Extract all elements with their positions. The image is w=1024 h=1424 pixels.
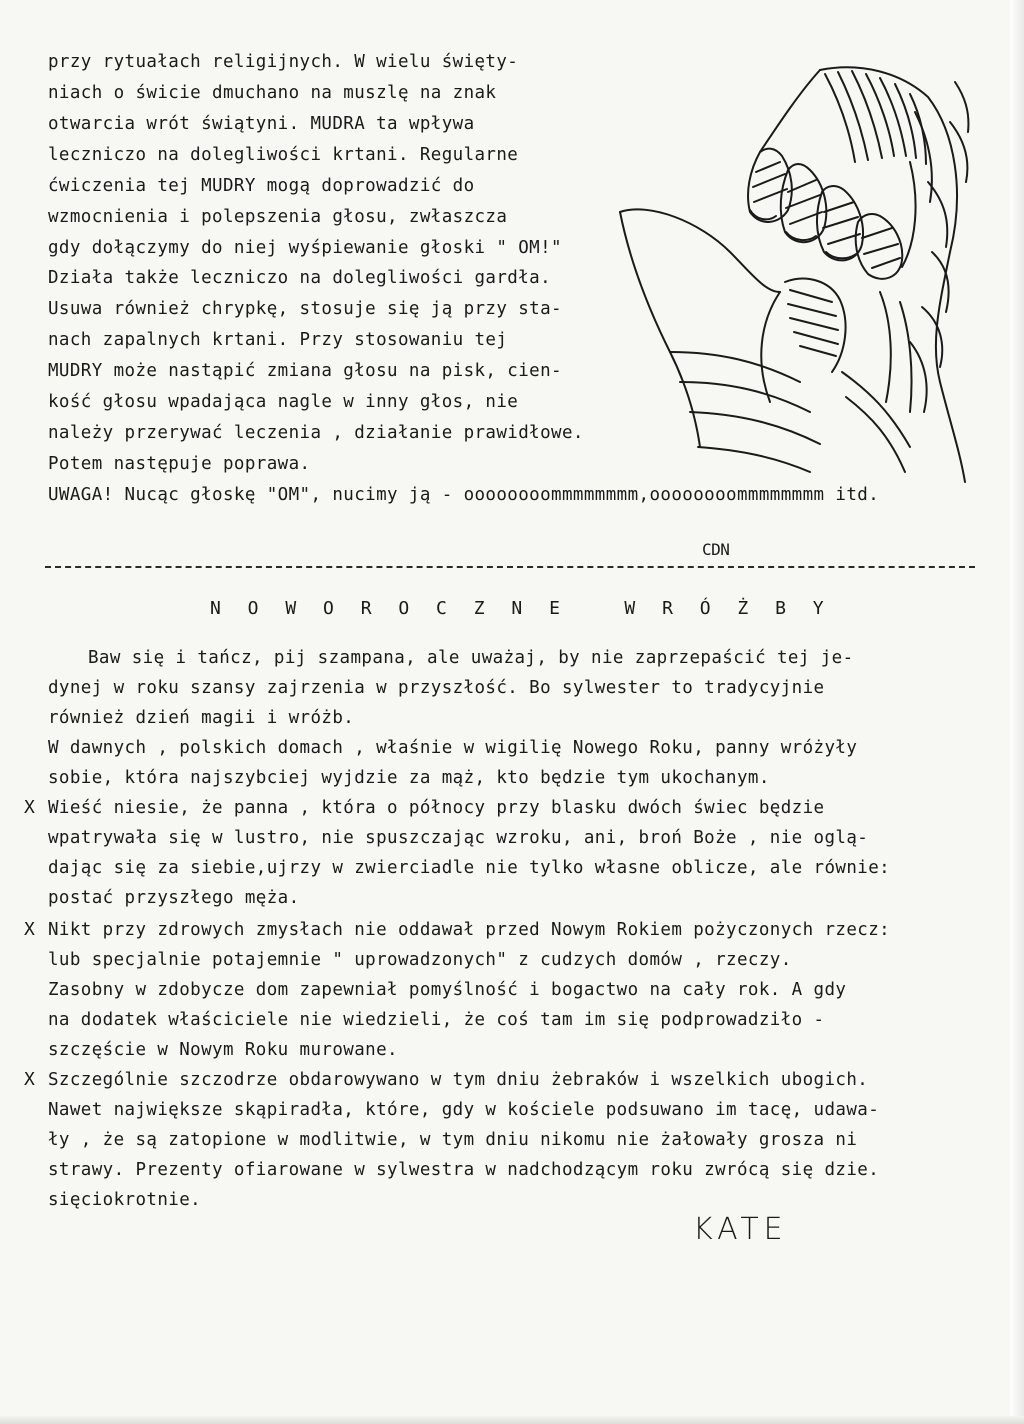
text-line: Wieść niesie, że panna , która o północy przy blasku dwóch świec będzie [48,798,825,818]
text-line: Szczególnie szczodrze obdarowywano w tym dniu żebraków i wszelkich ubogich. [48,1070,869,1090]
text-line: Potem następuje poprawa. [48,454,311,474]
text-line: Działa także leczniczo na dolegliwości gardła. [48,268,552,288]
text-line: wzmocnienia i polepszenia głosu, zwłaszcza [48,207,508,227]
text-line: lub specjalnie potajemnie " uprowadzonych" z cudzych domów , rzeczy. [48,950,792,970]
text-line: przy rytuałach religijnych. W wielu święty- [48,52,519,72]
text-line: niach o świcie dmuchano na muszlę na znak [48,83,497,103]
text-line: dając się za siebie,ujrzy w zwierciadle nie tylko własne oblicze, ale równie: [48,858,891,878]
article-title: N O W O R O C Z N E W R Ó Ż B Y [210,598,832,619]
bullet-mark: X [24,919,35,940]
text-line: W dawnych , polskich domach , właśnie w wigilię Nowego Roku, panny wróżyły [48,738,858,758]
page-edge [1010,0,1024,1424]
text-line: UWAGA! Nucąc głoskę "OM", nucimy ją - oooooooommmmmmmm,oooooooommmmmmmm itd. [48,485,880,505]
text-line: Zasobny w zdobycze dom zapewniał pomyślność i bogactwo na cały rok. A gdy [48,980,847,1000]
author-signature: KATE [693,1212,788,1247]
bullet-mark: X [24,1069,35,1090]
text-line: leczniczo na dolegliwości krtani. Regularne [48,145,519,165]
text-line: Nawet największe skąpiradła, które, gdy w kościele podsuwano im tacę, udawa- [48,1100,880,1120]
mudra-hands-illustration [610,52,980,492]
text-line: MUDRY może nastąpić zmiana głosu na pisk, cien- [48,361,562,381]
text-line: Usuwa również chrypkę, stosuje się ją przy sta- [48,299,562,319]
text-line: postać przyszłego męża. [48,888,300,908]
text-line: Baw się i tańcz, pij szampana, ale uważaj, by nie zaprzepaścić tej je- [88,648,854,668]
text-line: dynej w roku szansy zajrzenia w przyszłość. Bo sylwester to tradycyjnie [48,678,825,698]
continuation-mark: CDN [702,540,730,559]
text-line: należy przerywać leczenia , działanie prawidłowe. [48,423,584,443]
text-line: kość głosu wpadająca nagle w inny głos, nie [48,392,519,412]
text-line: Nikt przy zdrowych zmysłach nie oddawał przed Nowym Rokiem pożyczonych rzecz: [48,920,891,940]
text-line: ćwiczenia tej MUDRY mogą doprowadzić do [48,176,475,196]
text-line: szczęście w Nowym Roku murowane. [48,1040,398,1060]
text-line: gdy dołączymy do niej wyśpiewanie głoski " OM!" [48,238,562,258]
text-line: otwarcia wrót świątyni. MUDRA ta wpływa [48,114,475,134]
page-edge [0,1416,1024,1424]
text-line: sięciokrotnie. [48,1190,202,1210]
text-line: również dzień magii i wróżb. [48,708,355,728]
text-line: nach zapalnych krtani. Przy stosowaniu tej [48,330,508,350]
bullet-mark: X [24,797,35,818]
text-line: strawy. Prezenty ofiarowane w sylwestra w nadchodzącym roku zwrócą się dzie. [48,1160,880,1180]
text-line: sobie, która najszybciej wyjdzie za mąż, kto będzie tym ukochanym. [48,768,770,788]
text-line: wpatrywała się w lustro, nie spuszczając wzroku, ani, broń Boże , nie oglą- [48,828,869,848]
text-line: ły , że są zatopione w modlitwie, w tym dniu nikomu nie żałowały grosza ni [48,1130,858,1150]
text-line: na dodatek właściciele nie wiedzieli, że coś tam im się podprowadziło - [48,1010,825,1030]
section-divider [45,566,975,568]
